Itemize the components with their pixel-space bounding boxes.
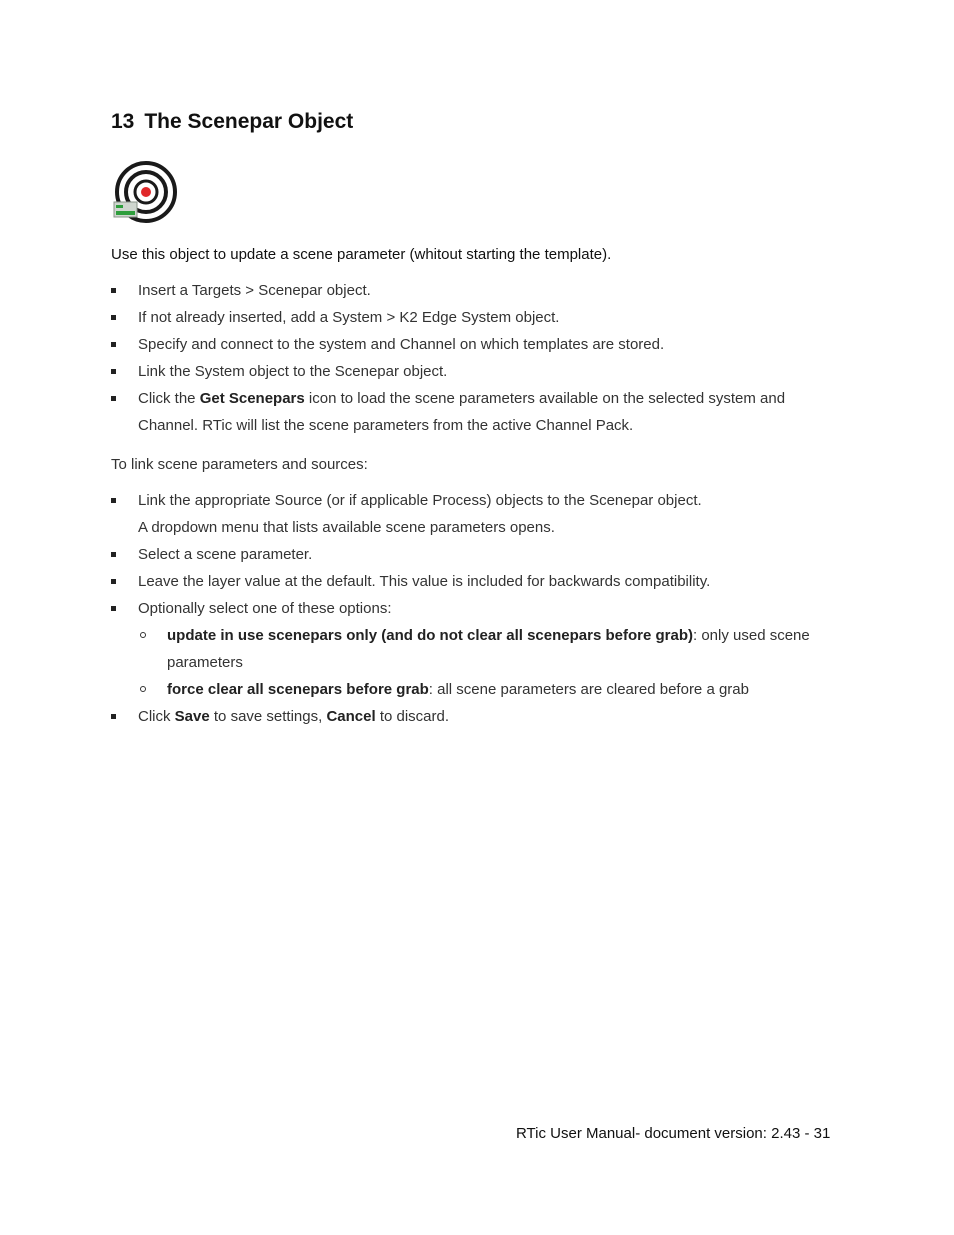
section-title: The Scenepar Object xyxy=(144,110,354,133)
intro-paragraph: Use this object to update a scene parameter (whitout starting the template). xyxy=(111,246,612,263)
bullet-square-icon xyxy=(111,498,116,503)
list-item: Leave the layer value at the default. This value is included for backwards compatibility. xyxy=(111,568,831,595)
scenepar-target-icon xyxy=(113,161,177,225)
bullet-square-icon xyxy=(111,315,116,320)
setup-steps-list xyxy=(111,277,831,439)
bullet-square-icon xyxy=(111,342,116,347)
options-sublist xyxy=(138,622,831,703)
bullet-square-icon xyxy=(111,714,116,719)
link-steps-list xyxy=(111,487,831,730)
page-footer: RTic User Manual- document version: 2.43 - 31 xyxy=(516,1125,831,1142)
sub-list-item: update in use scenepars only (and do not clear all scenepars before grab): only used scene parameters xyxy=(111,622,831,676)
cancel-term: Cancel xyxy=(326,708,376,725)
list-item: Link the System object to the Scenepar object. xyxy=(111,358,831,385)
list-item: Select a scene parameter. xyxy=(111,541,831,568)
sub-list-item: force clear all scenepars before grab: all scene parameters are cleared before a grab xyxy=(111,676,831,703)
section-heading xyxy=(111,110,353,134)
list-item: Optionally select one of these options: update in use scenepars only (and do not clear all scenepars before grab): only used scene parameters force clear all scenepars before grab: all scene parameters are cleared before a grab xyxy=(111,595,831,703)
list-item: Click Save to save settings, Cancel to discard. xyxy=(111,703,831,730)
bullet-square-icon xyxy=(111,579,116,584)
bullet-circle-icon xyxy=(140,686,146,692)
section-number: 13 xyxy=(111,110,135,133)
list-item: Click the Get Scenepars icon to load the scene parameters available on the selected system and Channel. RTic will list the scene parameters from the active Channel Pack. xyxy=(111,385,831,439)
list-item: Link the appropriate Source (or if applicable Process) objects to the Scenepar object. A dropdown menu that lists available scene parameters opens. xyxy=(111,487,831,541)
save-term: Save xyxy=(174,708,210,725)
bullet-square-icon xyxy=(111,396,116,401)
bullet-circle-icon xyxy=(140,632,146,638)
bullet-square-icon xyxy=(111,606,116,611)
bullet-square-icon xyxy=(111,369,116,374)
list-item: Specify and connect to the system and Channel on which templates are stored. xyxy=(111,331,831,358)
get-scenepars-term: Get Scenepars xyxy=(199,390,305,407)
list-item: If not already inserted, add a System > K2 Edge System object. xyxy=(111,304,831,331)
bullet-square-icon xyxy=(111,552,116,557)
bullet-square-icon xyxy=(111,288,116,293)
link-intro-paragraph: To link scene parameters and sources: xyxy=(111,456,368,473)
list-item-note: A dropdown menu that lists available scene parameters opens. xyxy=(138,519,555,536)
list-item: Insert a Targets > Scenepar object. xyxy=(111,277,831,304)
